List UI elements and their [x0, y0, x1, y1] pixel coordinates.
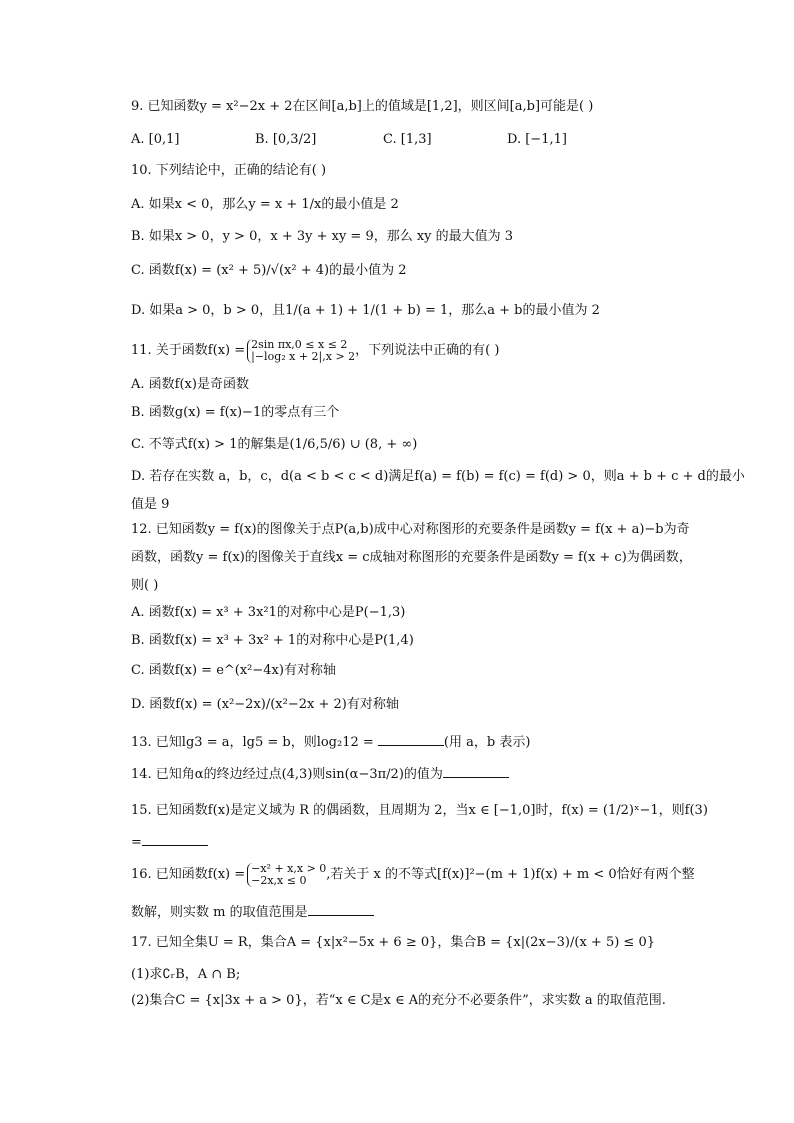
q11-option-b: B. 函数g(x) = f(x)−1的零点有三个: [131, 405, 340, 420]
question-10-stem: 10. 下列结论中，正确的结论有( ): [131, 163, 327, 178]
q11-stem-prefix: 11. 关于函数f(x) =: [131, 343, 246, 358]
q11-option-d-line1: D. 若存在实数 a，b，c，d(a < b < c < d)满足f(a) = f(b) = f(c) = f(d) > 0，则a + b + c + d的最小: [131, 469, 745, 484]
q13-stem-prefix: 13. 已知lg3 = a，lg5 = b，则log₂12 =: [131, 735, 374, 750]
q9-option-b: B. [0,3/2]: [255, 132, 317, 147]
q9-option-a: A. [0,1]: [131, 132, 180, 147]
question-9-options: [131, 132, 691, 150]
q11-piecewise-brace: [247, 339, 355, 363]
q16-case-2: −2x,x ≤ 0: [251, 873, 307, 887]
q14-stem-prefix: 14. 已知角α的终边经过点(4,3)则sin(α−3π/2)的值为: [131, 767, 443, 782]
q15-equals: =: [131, 835, 142, 850]
q16-stem-prefix: 16. 已知函数f(x) =: [131, 867, 246, 882]
q17-part-1: (1)求∁ᵣB，A ∩ B;: [131, 967, 241, 982]
q12-option-c: C. 函数f(x) = e^(x²−4x)有对称轴: [131, 663, 336, 678]
q11-option-a: A. 函数f(x)是奇函数: [131, 377, 249, 392]
q11-case-2: |−log₂ x + 2|,x > 2: [251, 349, 356, 363]
question-14-stem: [131, 764, 509, 784]
q16-line2-text: 数解，则实数 m 的取值范围是: [131, 905, 308, 920]
question-9-stem: 9. 已知函数y = x²−2x + 2在区间[a,b]上的值域是[1,2]，则区间[a,b]可能是( ): [131, 99, 594, 114]
q12-option-d: D. 函数f(x) = (x²−2x)/(x²−2x + 2)有对称轴: [131, 697, 399, 712]
q14-answer-blank[interactable]: [443, 764, 509, 778]
q16-line2: [131, 902, 374, 922]
q16-piecewise-brace: [247, 863, 326, 887]
question-15-stem: 15. 已知函数f(x)是定义域为 R 的偶函数，且周期为 2，当x ∈ [−1,0]时，f(x) = (1/2)ˣ−1，则f(3): [131, 803, 708, 818]
q10-option-b: B. 如果x > 0，y > 0，x + 3y + xy = 9，那么 xy 的最大值为 3: [131, 229, 514, 244]
question-16-stem: [131, 862, 695, 888]
q12-option-b: B. 函数f(x) = x³ + 3x² + 1的对称中心是P(1,4): [131, 633, 414, 648]
q16-stem-suffix: ,若关于 x 的不等式[f(x)]²−(m + 1)f(x) + m < 0恰好有两个整: [326, 867, 695, 882]
question-13-stem: [131, 732, 530, 752]
q9-option-d: D. [−1,1]: [507, 132, 567, 147]
q10-option-d: D. 如果a > 0，b > 0，且1/(a + 1) + 1/(1 + b) = 1，那么a + b的最小值为 2: [131, 303, 600, 318]
q11-stem-suffix: ，下列说法中正确的有( ): [355, 343, 500, 358]
q16-answer-blank[interactable]: [308, 902, 374, 916]
q11-option-d-line2: 值是 9: [131, 497, 170, 512]
q16-case-1: −x² + x,x > 0: [251, 861, 327, 875]
question-12-stem: 12. 已知函数y = f(x)的图像关于点P(a,b)成中心对称图形的充要条件是函数y = f(x + a)−b为奇函数，函数y = f(x)的图像关于直线x = c成轴对称图形的充要条件是函数y = f(x + c)为偶函数，则( ): [131, 522, 692, 593]
question-17-stem: 17. 已知全集U = R，集合A = {x|x²−5x + 6 ≥ 0}，集合B = {x|(2x−3)/(x + 5) ≤ 0}: [131, 935, 655, 950]
q13-stem-suffix: (用 a，b 表示): [443, 735, 531, 750]
q13-answer-blank[interactable]: [378, 732, 444, 746]
q11-case-1: 2sin πx,0 ≤ x ≤ 2: [251, 337, 348, 351]
q17-part-2: (2)集合C = {x|3x + a > 0}，若“x ∈ C是x ∈ A的充分不必要条件”，求实数 a 的取值范围.: [131, 993, 666, 1008]
q12-option-a: A. 函数f(x) = x³ + 3x²1的对称中心是P(−1,3): [131, 605, 406, 620]
question-11-stem: [131, 338, 499, 364]
q9-option-c: C. [1,3]: [383, 132, 432, 147]
q10-option-c: C. 函数f(x) = (x² + 5)/√(x² + 4)的最小值为 2: [131, 263, 407, 278]
q15-answer-blank[interactable]: [142, 832, 208, 846]
q15-line2: [131, 832, 208, 852]
q11-option-c: C. 不等式f(x) > 1的解集是(1/6,5/6) ∪ (8, + ∞): [131, 437, 418, 452]
q10-option-a: A. 如果x < 0，那么y = x + 1/x的最小值是 2: [131, 197, 399, 212]
